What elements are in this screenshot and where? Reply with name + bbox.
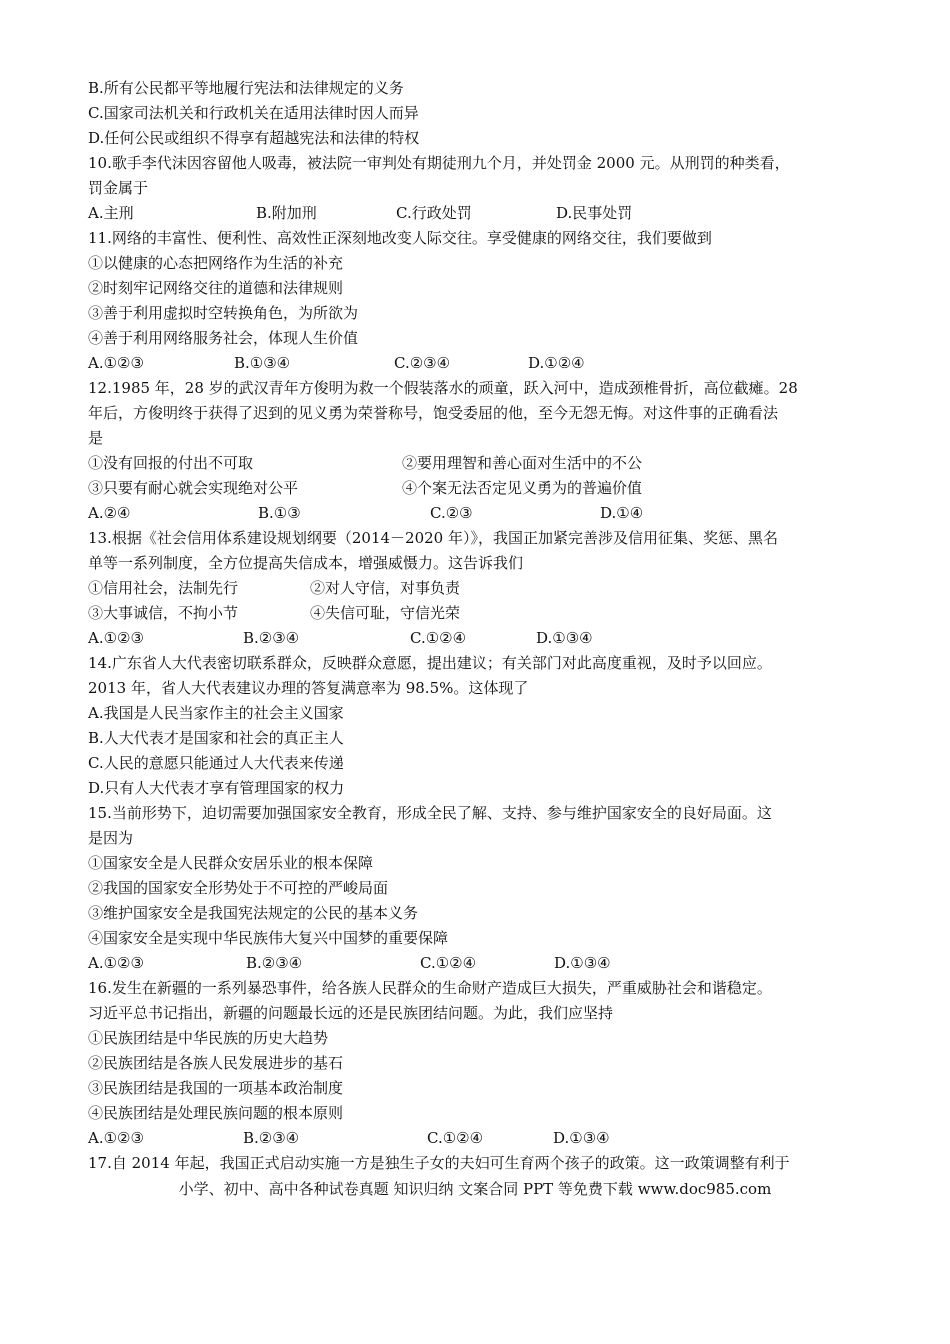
question-13-options (88, 626, 868, 651)
option-line: C.国家司法机关和行政机关在适用法律时因人而异 (88, 104, 419, 122)
option-a: A.①②③ (88, 354, 144, 372)
option-d: D.①②④ (528, 354, 585, 372)
question-12-stem: 12.1985 年，28 岁的武汉青年方俊明为救一个假装落水的顽童，跃入河中，造成颈椎骨折，高位截瘫。28 (88, 379, 798, 397)
option-d: D.①③④ (553, 1129, 610, 1147)
statement-line: ③善于利用虚拟时空转换角色，为所欲为 (88, 304, 359, 322)
question-15-options (88, 951, 868, 976)
option-a: A.主刑 (88, 204, 134, 222)
option-a: A.①②③ (88, 1129, 144, 1147)
question-16-options (88, 1126, 868, 1151)
option-b: B.①③④ (234, 354, 291, 372)
question-11-stem: 11.网络的丰富性、便利性、高效性正深刻地改变人际交往。享受健康的网络交往，我们要做到 (88, 229, 712, 247)
option-c: C.①②④ (410, 629, 467, 647)
option-b: B.②③④ (243, 1129, 300, 1147)
page-footer: 小学、初中、高中各种试卷真题 知识归纳 文案合同 PPT 等免费下载 www.doc985.com (178, 1180, 772, 1198)
option-d: D.民事处罚 (556, 204, 633, 222)
statement-pair (88, 476, 868, 501)
statement: ④个案无法否定见义勇为的普遍价值 (402, 479, 643, 497)
question-14-stem: 14.广东省人大代表密切联系群众，反映群众意愿，提出建议；有关部门对此高度重视，及时予以回应。 (88, 654, 772, 672)
statement-line: ②时刻牢记网络交往的道德和法律规则 (88, 279, 344, 297)
statement: ②要用理智和善心面对生活中的不公 (402, 454, 643, 472)
option-line: C.人民的意愿只能通过人大代表来传递 (88, 754, 344, 772)
statement: ①信用社会，法制先行 (88, 579, 239, 597)
option-a: A.②④ (88, 504, 131, 522)
statement-line: ③维护国家安全是我国宪法规定的公民的基本义务 (88, 904, 419, 922)
question-14-stem: 2013 年，省人大代表建议办理的答复满意率为 98.5%。这体现了 (88, 679, 529, 697)
question-13-stem: 13.根据《社会信用体系建设规划纲要（2014－2020 年）》，我国正加紧完善涉及信用征集、奖惩、黑名 (88, 529, 778, 547)
statement-line: ①民族团结是中华民族的历史大趋势 (88, 1029, 329, 1047)
statement-line: ④民族团结是处理民族问题的根本原则 (88, 1104, 344, 1122)
option-line: D.只有人大代表才享有管理国家的权力 (88, 779, 345, 797)
statement-line: ④国家安全是实现中华民族伟大复兴中国梦的重要保障 (88, 929, 449, 947)
question-10-stem: 10.歌手李代沫因容留他人吸毒，被法院一审判处有期徒刑九个月，并处罚金 2000 元。从刑罚的种类看， (88, 154, 790, 172)
exam-page (88, 76, 868, 1176)
question-16-stem: 习近平总书记指出，新疆的问题最长远的还是民族团结问题。为此，我们应坚持 (88, 1004, 614, 1022)
option-b: B.①③ (258, 504, 301, 522)
question-12-stem: 年后，方俊明终于获得了迟到的见义勇为荣誉称号，饱受委屈的他，至今无怨无悔。对这件事的正确看法 (88, 404, 779, 422)
statement-line: ②民族团结是各族人民发展进步的基石 (88, 1054, 344, 1072)
option-d: D.①③④ (536, 629, 593, 647)
statement: ④失信可耻，守信光荣 (310, 604, 461, 622)
question-15-stem: 是因为 (88, 829, 134, 847)
statement: ①没有回报的付出不可取 (88, 454, 254, 472)
statement: ③大事诚信，不拘小节 (88, 604, 239, 622)
option-c: C.行政处罚 (396, 204, 472, 222)
statement-line: ③民族团结是我国的一项基本政治制度 (88, 1079, 344, 1097)
option-b: B.②③④ (243, 629, 300, 647)
option-line: D.任何公民或组织不得享有超越宪法和法律的特权 (88, 129, 420, 147)
option-c: C.②③④ (394, 354, 451, 372)
question-10-stem: 罚金属于 (88, 179, 149, 197)
option-line: A.我国是人民当家作主的社会主义国家 (88, 704, 344, 722)
option-line: B.所有公民都平等地履行宪法和法律规定的义务 (88, 79, 404, 97)
question-12-options (88, 501, 868, 526)
statement-pair (88, 451, 868, 476)
question-16-stem: 16.发生在新疆的一系列暴恐事件，给各族人民群众的生命财产造成巨大损失，严重威胁社会和谐稳定。 (88, 979, 772, 997)
statement-line: ④善于利用网络服务社会，体现人生价值 (88, 329, 359, 347)
option-d: D.①④ (600, 504, 644, 522)
option-a: A.①②③ (88, 954, 144, 972)
question-17-stem: 17.自 2014 年起，我国正式启动实施一方是独生子女的夫妇可生育两个孩子的政策。这一政策调整有利于 (88, 1154, 790, 1172)
statement: ③只要有耐心就会实现绝对公平 (88, 479, 299, 497)
statement-line: ①以健康的心态把网络作为生活的补充 (88, 254, 344, 272)
option-b: B.②③④ (246, 954, 303, 972)
question-13-stem: 单等一系列制度，全方位提高失信成本，增强威慑力。这告诉我们 (88, 554, 524, 572)
option-a: A.①②③ (88, 629, 144, 647)
option-c: C.①②④ (420, 954, 477, 972)
option-d: D.①③④ (554, 954, 611, 972)
option-line: B.人大代表才是国家和社会的真正主人 (88, 729, 344, 747)
statement: ②对人守信，对事负责 (310, 579, 461, 597)
question-10-options (88, 201, 868, 226)
statement-pair (88, 601, 868, 626)
statement-pair (88, 576, 868, 601)
question-11-options (88, 351, 868, 376)
question-12-stem: 是 (88, 429, 104, 447)
statement-line: ①国家安全是人民群众安居乐业的根本保障 (88, 854, 374, 872)
option-c: C.①②④ (427, 1129, 484, 1147)
question-15-stem: 15.当前形势下，迫切需要加强国家安全教育，形成全民了解、支持、参与维护国家安全的良好局面。这 (88, 804, 772, 822)
statement-line: ②我国的国家安全形势处于不可控的严峻局面 (88, 879, 389, 897)
option-c: C.②③ (430, 504, 473, 522)
option-b: B.附加刑 (256, 204, 317, 222)
